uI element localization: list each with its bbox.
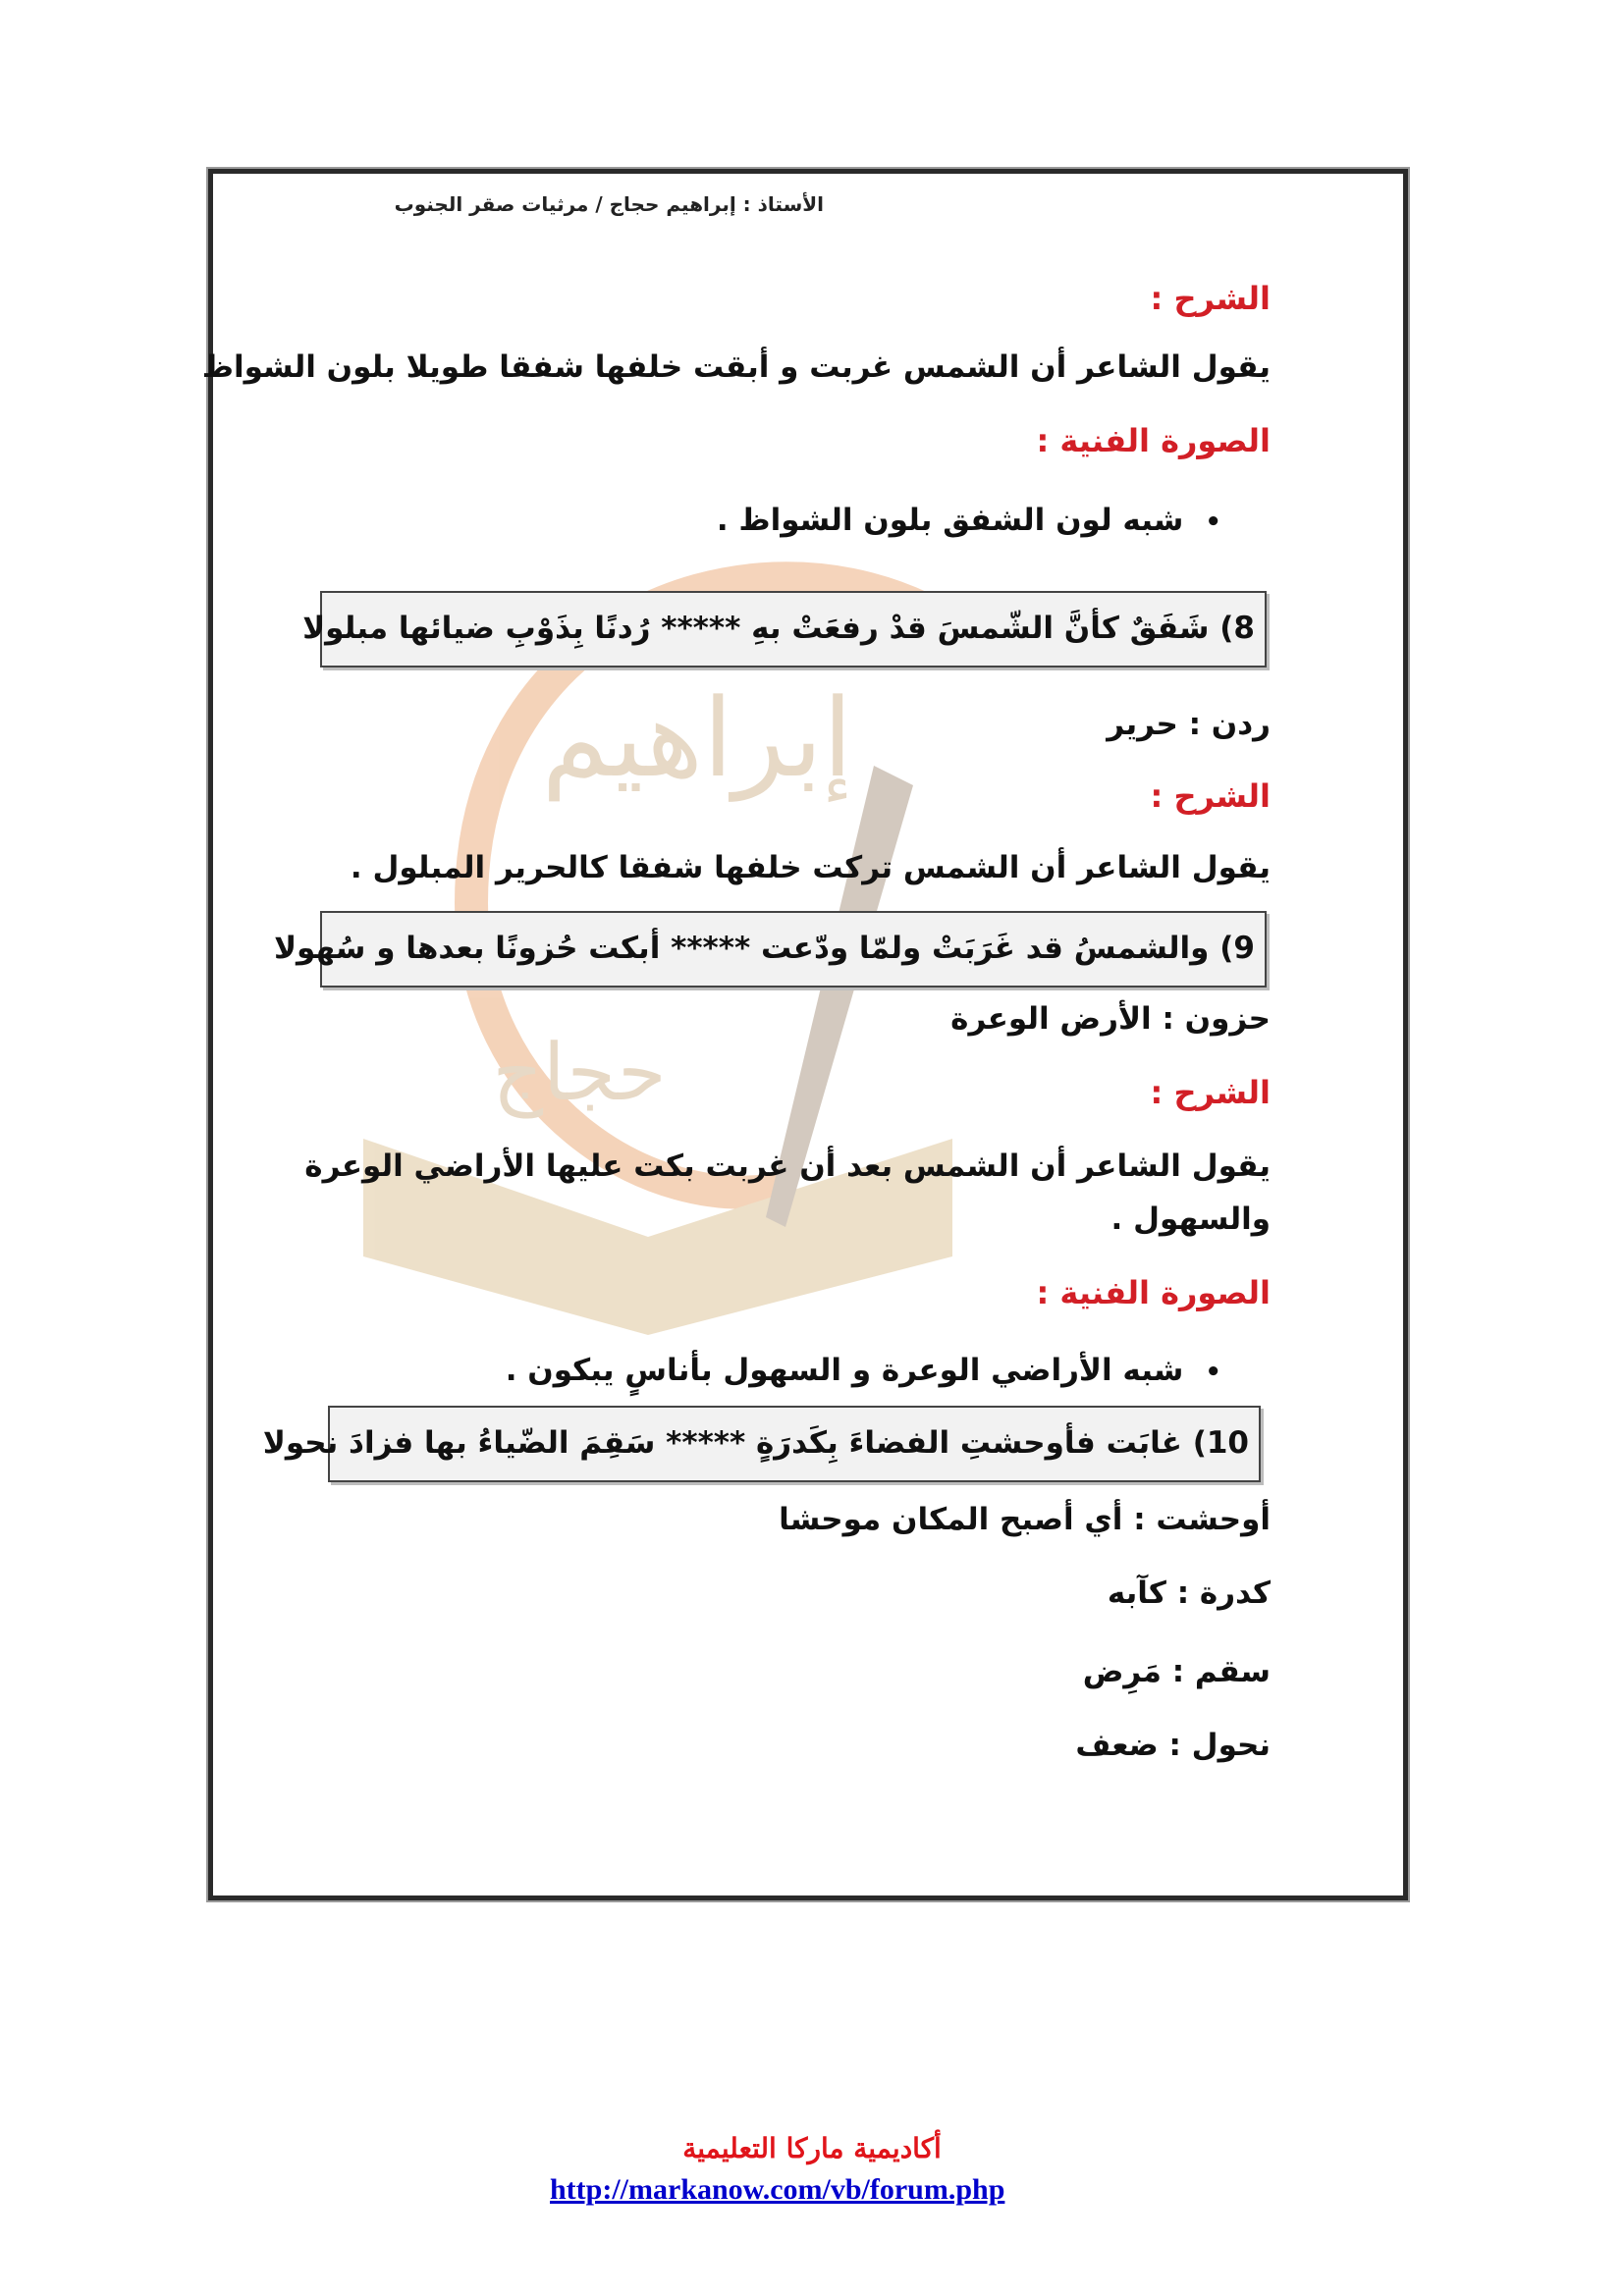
explanation-1: يقول الشاعر أن الشمس غربت و أبقت خلفها شفقا طويلا بلون الشواظ — [201, 349, 1271, 385]
verse-10: 10) غابَت فأوحشتِ الفضاءَ بِكَدرَةٍ ***** سَقِمَ الضّياءُ بها فزادَ نحولا — [262, 1425, 1249, 1461]
bullet-1: • شبه لون الشفق بلون الشواظ . — [717, 503, 1221, 538]
heading-explanation-1: الشرح : — [1150, 280, 1271, 317]
definition-awhashat: أوحشت : أي أصبح المكان موحشا — [779, 1502, 1271, 1537]
heading-image-2: الصورة الفنية : — [1036, 1274, 1271, 1311]
watermark-text-1: إبراهيم — [541, 675, 853, 801]
heading-image-1: الصورة الفنية : — [1036, 422, 1271, 459]
explanation-3b: والسهول . — [1110, 1201, 1271, 1237]
verse-8: 8) شَفَقٌ كأنَّ الشّمسَ قدْ رفعَتْ بهِ ***** رُدنًا بِذَوْبِ ضيائها مبلولا — [302, 611, 1255, 646]
footer-forum-link[interactable]: http://markanow.com/vb/forum.php — [550, 2173, 1005, 2206]
definition-huzun: حزون : الأرض الوعرة — [950, 1001, 1271, 1037]
bullet-2: • شبه الأراضي الوعرة و السهول بأناسٍ يبكون . — [506, 1353, 1221, 1388]
explanation-2: يقول الشاعر أن الشمس تركت خلفها شفقا كالحرير المبلول . — [350, 850, 1271, 885]
footer-academy-title: أكاديمية ماركا التعليمية — [682, 2132, 942, 2164]
verse-9: 9) والشمسُ قد غَرَبَتْ ولمّا ودّعت ***** أبكت حُزونًا بعدها و سُهولا — [273, 931, 1255, 966]
header-author-line: الأستاذ : إبراهيم حجاج / مرثيات صقر الجنوب — [394, 192, 824, 216]
definition-radan: ردن : حرير — [1107, 707, 1271, 742]
definition-kadra: كدرة : كآبه — [1107, 1575, 1271, 1611]
verse-8-box — [302, 591, 1267, 667]
heading-explanation-2: الشرح : — [1150, 777, 1271, 815]
definition-saqam: سقم : مَرِض — [1082, 1654, 1271, 1689]
verse-10-box — [262, 1406, 1261, 1482]
heading-explanation-3: الشرح : — [1150, 1074, 1271, 1111]
verse-9-box — [273, 911, 1267, 988]
watermark-text-2: حجاج — [492, 1027, 667, 1118]
explanation-3a: يقول الشاعر أن الشمس بعد أن غربت بكت عليها الأراضي الوعرة — [304, 1148, 1271, 1184]
definition-nuhul: نحول : ضعف — [1075, 1728, 1271, 1763]
